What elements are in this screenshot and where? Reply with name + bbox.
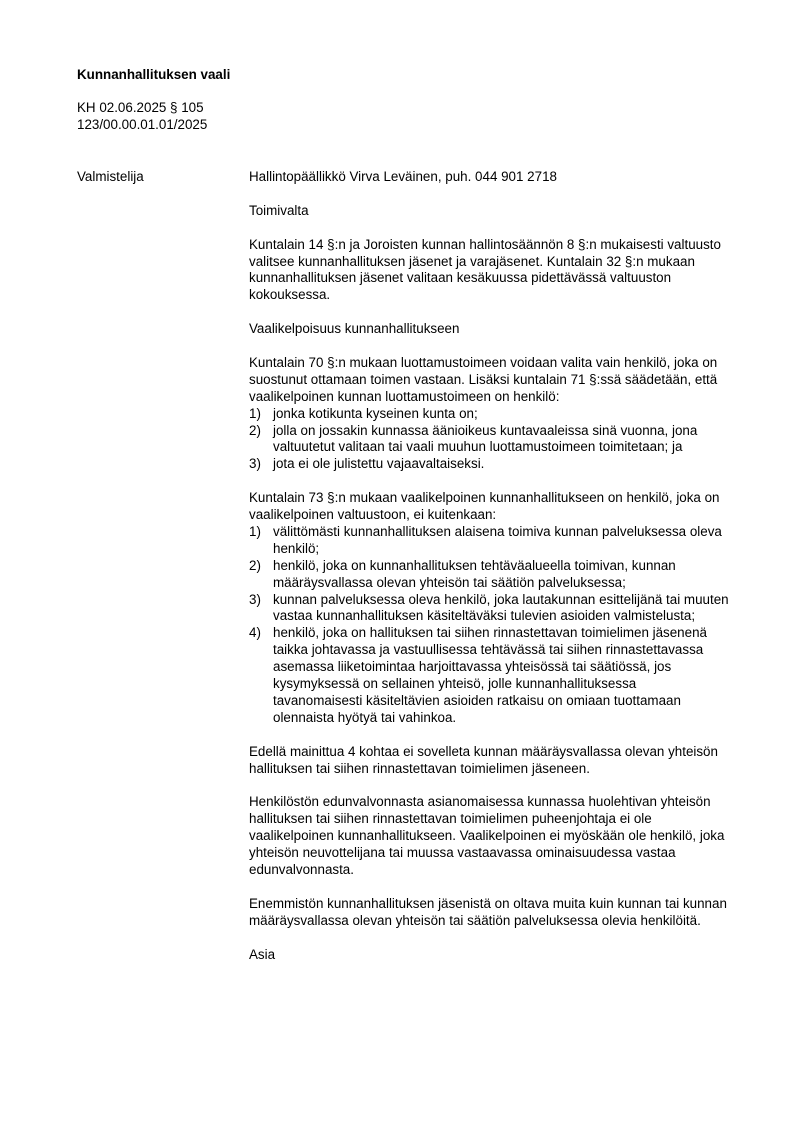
list-item <box>249 592 729 626</box>
list-item <box>249 406 729 423</box>
section-heading-toimivalta: Toimivalta <box>249 202 309 218</box>
list-item <box>249 625 729 726</box>
list-eligibility-criteria <box>249 406 729 474</box>
case-number: 123/00.00.01.01/2025 <box>77 116 208 132</box>
list-item-number: 2) <box>249 422 261 438</box>
list-item-text: henkilö, joka on hallituksen tai siihen rinnastettavan toimielimen jäsenenä taikka johtavassa ja vastuullisessa tehtävässä tai siihen rinnastettavassa asemassa liiketoimintaa harjoittavassa yhteisössä tai säätiössä, jos kysymyksessä on sellainen yhteisö, jolle kunnanhallituksessa tavanomaisesti käsiteltävien asioiden ratkaisu on omiaan tuottamaan olennaista hyötyä tai vahinkoa. <box>273 625 707 725</box>
document-meta <box>77 100 207 134</box>
list-item-number: 2) <box>249 557 261 573</box>
section-heading-asia: Asia <box>249 946 276 962</box>
paragraph-toimivalta: Kuntalain 14 §:n ja Joroisten kunnan hallintosäännön 8 §:n mukaisesti valtuusto valitsee kunnanhallituksen jäsenet ja varajäsenet. Kuntalain 32 §:n mukaan kunnanhallituksen jäsenet valitaan kesäkuussa pidettävässä valtuuston kokouksessa. <box>249 236 721 303</box>
meeting-reference: KH 02.06.2025 § 105 <box>77 100 204 115</box>
list-item-text: kunnan palveluksessa oleva henkilö, joka lautakunnan esittelijänä tai muuten vastaa kunnanhallituksen käsiteltäväksi tulevien asioiden valmistelusta; <box>273 591 729 624</box>
list-item-text: henkilö, joka on kunnanhallituksen tehtäväalueella toimivan, kunnan määräysvallassa olevan yhteisön tai säätiön palveluksessa; <box>273 557 676 590</box>
document-body <box>249 169 729 980</box>
preparer-name: Hallintopäällikkö Virva Leväinen, puh. 044 901 2718 <box>249 169 557 184</box>
list-item-number: 1) <box>249 523 261 539</box>
paragraph-4-kohta: Edellä mainittua 4 kohtaa ei sovelleta kunnan määräysvallassa olevan yhteisön hallituksen tai siihen rinnastettavan toimielimen jäseneen. <box>249 743 718 776</box>
paragraph-kuntalaki-70: Kuntalain 70 §:n mukaan luottamustoimeen voidaan valita vain henkilö, joka on suostunut ottamaan toimen vastaan. Lisäksi kuntalain 71 §:ssä säädetään, että vaalikelpoinen kunnan luottamustoimeen on henkilö: <box>249 354 718 404</box>
paragraph-enemmisto: Enemmistön kunnanhallituksen jäsenistä on oltava muita kuin kunnan tai kunnan määräysvallassa olevan yhteisön tai säätiön palveluksessa olevia henkilöitä. <box>249 895 727 928</box>
block-kuntalaki-73 <box>249 490 729 727</box>
list-item-number: 1) <box>249 405 261 421</box>
preparer-label: Valmistelija <box>77 169 144 184</box>
paragraph-kuntalaki-73: Kuntalain 73 §:n mukaan vaalikelpoinen kunnanhallitukseen on henkilö, joka on vaalikelpoinen valtuustoon, ei kuitenkaan: <box>249 490 720 523</box>
list-item-text: jota ei ole julistettu vajaavaltaiseksi. <box>273 456 485 472</box>
list-item <box>249 558 729 592</box>
paragraph-henkilosto: Henkilöstön edunvalvonnasta asianomaisessa kunnassa huolehtivan yhteisön hallituksen tai siihen rinnastettavan toimielimen puheenjohtaja ei ole vaalikelpoinen kunnanhallitukseen. Vaalikelpoinen ei myöskään ole henkilö, joka yhteisön neuvottelijana tai muussa vastaavassa ominaisuudessa vastaa edunvalvonnasta. <box>249 794 725 878</box>
list-item-text: välittömästi kunnanhallituksen alaisena toimiva kunnan palveluksessa oleva henkilö; <box>273 523 722 556</box>
section-heading-vaalikelpoisuus: Vaalikelpoisuus kunnanhallitukseen <box>249 321 460 337</box>
list-item-text: jonka kotikunta kyseinen kunta on; <box>273 405 478 421</box>
document-title: Kunnanhallituksen vaali <box>77 67 231 82</box>
list-item <box>249 456 729 473</box>
list-item <box>249 524 729 558</box>
list-item <box>249 423 729 457</box>
list-item-number: 4) <box>249 625 261 641</box>
list-item-number: 3) <box>249 456 261 472</box>
list-item-text: jolla on jossakin kunnassa äänioikeus kuntavaaleissa sinä vuonna, jona valtuutetut valitaan tai vaali muuhun luottamustoimeen toimitetaan; ja <box>273 422 698 455</box>
list-item-number: 3) <box>249 591 261 607</box>
list-ineligibility-criteria <box>249 524 729 727</box>
block-kuntalaki-70 <box>249 355 729 473</box>
